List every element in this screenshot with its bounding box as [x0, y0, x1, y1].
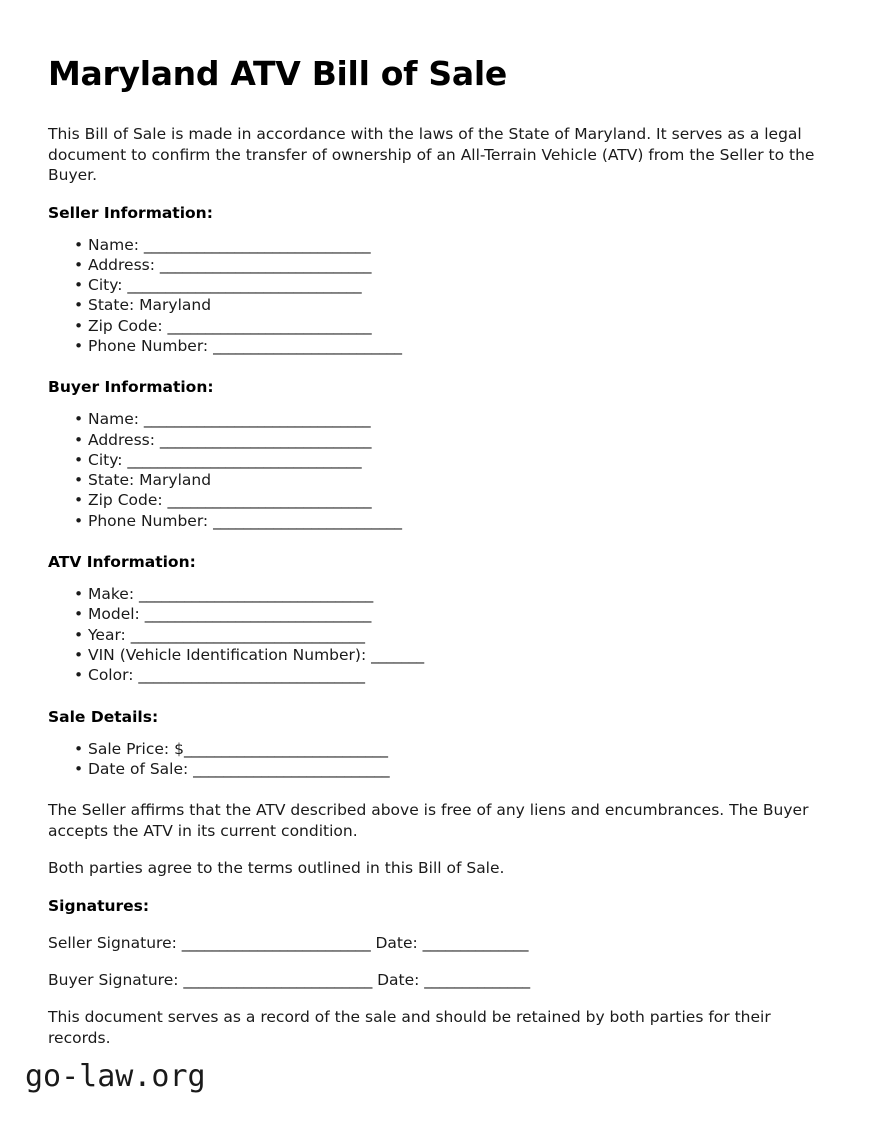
list-item: [48, 470, 820, 490]
buyer-date-label: Date:: [372, 970, 425, 989]
field-label: Zip Code:: [88, 491, 168, 510]
field-label: Name:: [88, 410, 144, 429]
list-item: [48, 604, 820, 624]
field-label: Model:: [88, 605, 145, 624]
list-item: [48, 235, 820, 255]
list-item: [48, 490, 820, 510]
field-blank[interactable]: _______________________________: [138, 585, 374, 604]
list-item: [48, 275, 820, 295]
record-notice-paragraph: This document serves as a record of the sale and should be retained by both parties for their records.: [48, 1008, 771, 1047]
seller-signature-label: Seller Signature:: [48, 933, 182, 952]
field-label: Year:: [88, 625, 131, 644]
list-item: [48, 336, 820, 356]
affirmation-paragraph: The Seller affirms that the ATV described above is free of any liens and encumbrances. The Buyer accepts the ATV in its current condition.: [48, 801, 809, 840]
field-blank[interactable]: ____________________________: [159, 430, 372, 449]
field-blank[interactable]: _______________________________: [130, 625, 365, 644]
field-blank[interactable]: _______________________________: [127, 450, 362, 469]
seller-information-list: [48, 235, 820, 357]
document-content: [48, 54, 820, 1048]
field-label: VIN (Vehicle Identification Number):: [88, 645, 372, 664]
field-label: Zip Code:: [88, 316, 168, 335]
buyer-signature-blank[interactable]: _________________________: [183, 970, 373, 989]
seller-information-heading: Seller Information:: [48, 203, 213, 222]
field-blank[interactable]: ___________________________: [167, 491, 372, 510]
agreement-paragraph: Both parties agree to the terms outlined in this Bill of Sale.: [48, 859, 505, 878]
field-blank[interactable]: ______________________________: [144, 605, 372, 624]
field-blank[interactable]: ______________________________: [143, 235, 371, 254]
field-blank[interactable]: ______________________________: [138, 666, 365, 685]
atv-information-heading: ATV Information:: [48, 553, 196, 572]
intro-paragraph: This Bill of Sale is made in accordance with the laws of the State of Maryland. It serves as a legal document to confirm the transfer of ownership of an All-Terrain Vehicle (ATV) from the Seller to the Buyer.: [48, 125, 815, 184]
field-label: City:: [88, 450, 128, 469]
field-label: State: Maryland: [88, 296, 212, 315]
sale-details-heading: Sale Details:: [48, 707, 159, 726]
field-blank[interactable]: __________________________: [193, 759, 390, 778]
field-label: Phone Number:: [88, 511, 214, 530]
field-label: Color:: [88, 666, 139, 685]
field-label: Address:: [88, 255, 160, 274]
list-item: [48, 430, 820, 450]
list-item: [48, 316, 820, 336]
seller-date-label: Date:: [370, 933, 423, 952]
seller-signature-line: [48, 933, 820, 953]
buyer-information-heading: Buyer Information:: [48, 378, 214, 397]
list-item: [48, 584, 820, 604]
field-label: Date of Sale:: [88, 759, 194, 778]
field-label: Name:: [88, 235, 144, 254]
list-item: [48, 625, 820, 645]
list-item: [48, 645, 820, 665]
field-blank[interactable]: ______________________________: [143, 410, 371, 429]
list-item: [48, 665, 820, 685]
atv-information-list: [48, 584, 820, 685]
field-blank[interactable]: ____________________________: [159, 255, 372, 274]
field-label: Make:: [88, 585, 139, 604]
page-title: Maryland ATV Bill of Sale: [48, 54, 507, 93]
field-blank[interactable]: _________________________: [213, 336, 402, 355]
field-blank[interactable]: _______: [371, 645, 424, 664]
list-item: [48, 295, 820, 315]
buyer-date-blank[interactable]: ______________: [424, 970, 530, 989]
list-item: [48, 450, 820, 470]
seller-date-blank[interactable]: ______________: [422, 933, 529, 952]
signatures-heading: Signatures:: [48, 896, 150, 915]
field-label: Sale Price: $: [88, 739, 184, 758]
buyer-signature-line: [48, 970, 820, 990]
field-blank[interactable]: ___________________________: [183, 739, 388, 758]
list-item: [48, 511, 820, 531]
site-watermark: go-law.org: [25, 1059, 206, 1094]
list-item: [48, 409, 820, 429]
list-item: [48, 739, 820, 759]
field-label: Address:: [88, 430, 160, 449]
buyer-signature-label: Buyer Signature:: [48, 970, 184, 989]
buyer-information-list: [48, 409, 820, 531]
field-blank[interactable]: ___________________________: [167, 316, 372, 335]
sale-details-list: [48, 739, 820, 780]
field-label: State: Maryland: [88, 471, 212, 490]
field-blank[interactable]: _________________________: [213, 511, 402, 530]
field-label: Phone Number:: [88, 336, 214, 355]
list-item: [48, 759, 820, 779]
field-label: City:: [88, 276, 128, 295]
list-item: [48, 255, 820, 275]
seller-signature-blank[interactable]: _________________________: [181, 933, 371, 952]
field-blank[interactable]: _______________________________: [127, 276, 362, 295]
